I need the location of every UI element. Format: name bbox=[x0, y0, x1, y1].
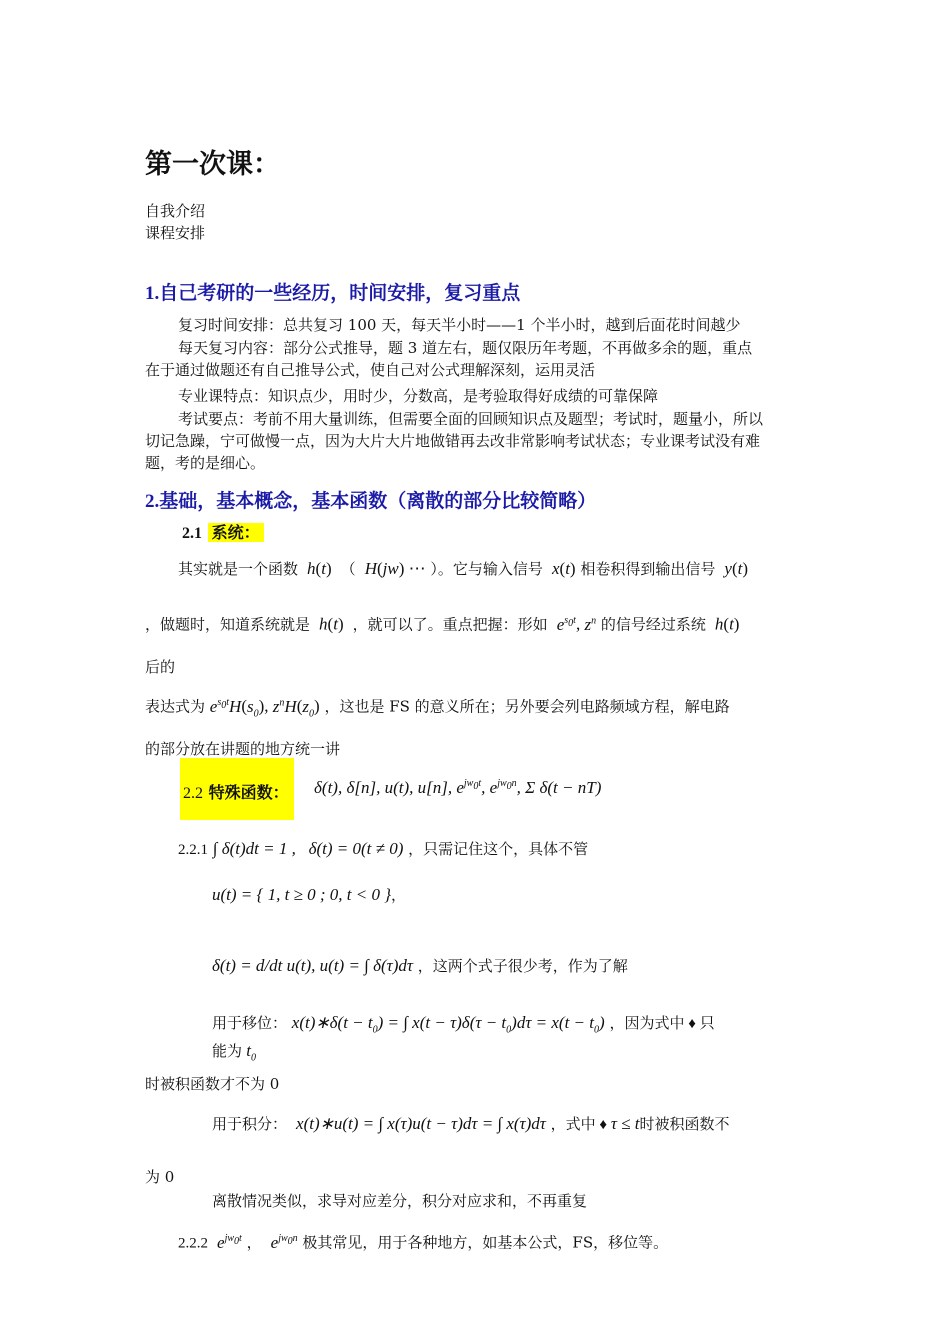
section-1-heading bbox=[145, 278, 520, 305]
subsection-2-2-heading bbox=[183, 780, 289, 803]
paragraph-line: 用于积分： x(t)∗u(t) = ∫ x(τ)u(t − τ)dτ = ∫ x(τ)dτ ，式中 ♦ τ ≤ t时被积函数不 bbox=[212, 1114, 730, 1133]
intro-line: 自我介绍 bbox=[145, 202, 206, 220]
paragraph-line: 2.2.2 $e^{jw_0t}$ ， $e^{jw_0n}$ 极其常见，用于各种地方，如基本公式，FS，移位等。 bbox=[178, 1232, 669, 1252]
section-2-heading bbox=[145, 486, 596, 513]
formula-unit-step: u(t) = { 1, t ≥ 0 ; 0, t < 0 }， bbox=[212, 885, 407, 904]
section-1-title: 自己考研的一些经历，时间安排，复习重点 bbox=[159, 282, 521, 304]
paragraph-line: ，做题时，知道系统就是 h(t) ，就可以了。重点把握：形如 $e^{s_0t}$, $z^n$ 的信号经过系统 h(t) bbox=[145, 614, 740, 634]
subsection-2-1-heading bbox=[182, 520, 264, 543]
subsection-label: 特殊函数： bbox=[208, 783, 289, 802]
paragraph: 专业课特点：知识点少，用时少，分数高，是考验取得好成绩的可靠保障 bbox=[178, 387, 659, 405]
subsection-number: 2.2 bbox=[183, 785, 203, 802]
section-1-number: 1. bbox=[145, 283, 160, 304]
paragraph-line: 时被积函数才不为 0 bbox=[145, 1075, 280, 1093]
formula-special-functions: δ(t), δ[n], u(t), u[n], $e^{jw_0t}$, $e^{jw_0n}$, Σ δ(t − nT) bbox=[314, 778, 602, 797]
paragraph-line: 用于移位： x(t)∗δ(t − $t_0$) = ∫ $x(t - \tau)\delta(\tau - t_0)d\tau = x(t - t_0)$ ，因为式中 ♦ 只 bbox=[212, 1013, 715, 1036]
paragraph-line: 的部分放在讲题的地方统一讲 bbox=[145, 740, 341, 758]
paragraph: 复习时间安排：总共复习 100 天，每天半小时——1 个半小时，越到后面花时间越少 bbox=[178, 316, 741, 334]
section-2-number: 2. bbox=[145, 491, 160, 512]
paragraph-line: δ(t) = d/dt u(t), u(t) = ∫ δ(τ)dτ ，这两个式子很少考，作为了解 bbox=[212, 956, 628, 975]
paragraph: 切记急躁，宁可做慢一点，因为大片大片地做错再去改非常影响考试状态；专业课考试没有难 bbox=[145, 432, 761, 450]
paragraph-line: 离散情况类似，求导对应差分，积分对应求和，不再重复 bbox=[212, 1192, 588, 1210]
section-2-title: 基础，基本概念，基本函数（离散的部分比较简略） bbox=[159, 490, 597, 512]
page-title: 第一次课： bbox=[145, 149, 280, 180]
paragraph-line: 2.2.1 ∫ δ(t)dt = 1 , δ(t) = 0(t ≠ 0) ，只需记住这个，具体不管 bbox=[178, 839, 589, 858]
subsection-label: 系统： bbox=[208, 523, 264, 542]
paragraph: 题，考的是细心。 bbox=[145, 454, 266, 472]
paragraph: 考试要点：考前不用大量训练，但需要全面的回顾知识点及题型；考试时，题量小，所以 bbox=[178, 410, 764, 428]
paragraph: 在于通过做题还有自己推导公式，使自己对公式理解深刻，运用灵活 bbox=[145, 361, 596, 379]
paragraph: 每天复习内容：部分公式推导，题 3 道左右，题仅限历年考题，不再做多余的题，重点 bbox=[178, 339, 753, 357]
paragraph-line: 表达式为 $e^{s_0t}H(s_0)$, $z^nH(z_0)$ ，这也是 FS 的意义所在；另外要会列电路频域方程，解电路 bbox=[145, 696, 730, 720]
paragraph-line: 其实就是一个函数 h(t) （ H(jw) ⋯ ）。它与输入信号 x(t) 相卷积得到输出信号 y(t) bbox=[178, 559, 749, 578]
intro-line: 课程安排 bbox=[145, 224, 206, 242]
paragraph-line: 能为 $t_0$ bbox=[212, 1041, 256, 1064]
paragraph-line: 为 0 bbox=[145, 1168, 175, 1186]
subsection-number: 2.1 bbox=[182, 525, 202, 542]
paragraph-line: 后的 bbox=[145, 658, 176, 676]
